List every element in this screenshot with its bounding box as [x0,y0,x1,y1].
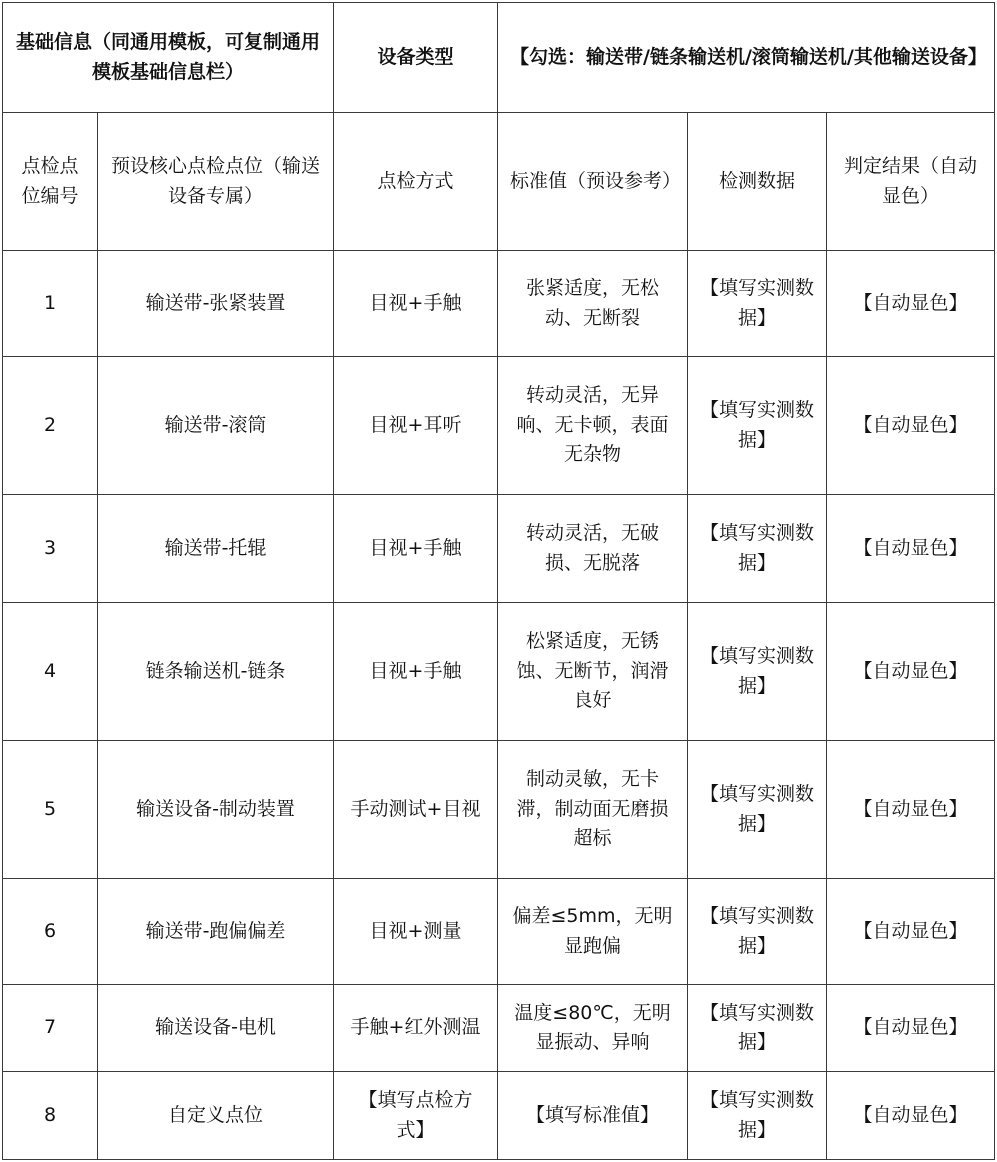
table-row [3,357,995,495]
measured-data-field[interactable]: 【填写实测数据】 [688,985,827,1072]
measured-data-field[interactable]: 【填写实测数据】 [688,495,827,603]
inspection-method: 手触+红外测温 [334,985,498,1072]
col-header-standard: 标准值（预设参考） [498,113,688,251]
standard-value: 制动灵敏，无卡滞，制动面无磨损超标 [498,741,688,879]
point-name: 输送带-滚筒 [98,357,334,495]
point-no: 4 [3,603,98,741]
inspection-method: 目视+手触 [334,603,498,741]
table-row [3,985,995,1072]
standard-value: 张紧适度，无松动、无断裂 [498,251,688,357]
standard-value: 转动灵活，无异响、无卡顿，表面无杂物 [498,357,688,495]
result-cell: 【自动显色】 [827,251,995,357]
equipment-type-options[interactable]: 【勾选：输送带/链条输送机/滚筒输送机/其他输送设备】 [498,3,995,113]
point-name: 输送设备-电机 [98,985,334,1072]
inspection-table [2,2,995,1160]
standard-value: 偏差≤5mm，无明显跑偏 [498,879,688,985]
standard-value: 转动灵活，无破损、无脱落 [498,495,688,603]
result-cell: 【自动显色】 [827,495,995,603]
point-name: 自定义点位 [98,1072,334,1160]
standard-value-field[interactable]: 【填写标准值】 [498,1072,688,1160]
result-cell: 【自动显色】 [827,603,995,741]
measured-data-field[interactable]: 【填写实测数据】 [688,741,827,879]
point-name: 链条输送机-链条 [98,603,334,741]
result-cell: 【自动显色】 [827,985,995,1072]
point-no: 5 [3,741,98,879]
point-name: 输送带-跑偏偏差 [98,879,334,985]
measured-data-field[interactable]: 【填写实测数据】 [688,879,827,985]
result-cell: 【自动显色】 [827,357,995,495]
measured-data-field[interactable]: 【填写实测数据】 [688,251,827,357]
standard-value: 温度≤80℃，无明显振动、异响 [498,985,688,1072]
table-row [3,603,995,741]
col-header-point-name: 预设核心点检点位（输送设备专属） [98,113,334,251]
measured-data-field[interactable]: 【填写实测数据】 [688,603,827,741]
basic-info-cell: 基础信息（同通用模板，可复制通用模板基础信息栏） [3,3,334,113]
inspection-method: 目视+手触 [334,495,498,603]
table-row [3,495,995,603]
point-no: 7 [3,985,98,1072]
inspection-method: 手动测试+目视 [334,741,498,879]
table-row [3,1072,995,1160]
header-row [3,3,995,113]
equipment-type-label: 设备类型 [334,3,498,113]
col-header-point-no: 点检点位编号 [3,113,98,251]
point-no: 3 [3,495,98,603]
table-row [3,251,995,357]
inspection-method-field[interactable]: 【填写点检方式】 [334,1072,498,1160]
point-no: 6 [3,879,98,985]
point-no: 8 [3,1072,98,1160]
col-header-result: 判定结果（自动显色） [827,113,995,251]
measured-data-field[interactable]: 【填写实测数据】 [688,357,827,495]
column-header-row [3,113,995,251]
result-cell: 【自动显色】 [827,741,995,879]
point-name: 输送带-托辊 [98,495,334,603]
standard-value: 松紧适度，无锈蚀、无断节，润滑良好 [498,603,688,741]
table-row [3,879,995,985]
point-no: 2 [3,357,98,495]
measured-data-field[interactable]: 【填写实测数据】 [688,1072,827,1160]
inspection-method: 目视+手触 [334,251,498,357]
inspection-method: 目视+耳听 [334,357,498,495]
point-name: 输送设备-制动装置 [98,741,334,879]
result-cell: 【自动显色】 [827,1072,995,1160]
point-name: 输送带-张紧装置 [98,251,334,357]
inspection-method: 目视+测量 [334,879,498,985]
result-cell: 【自动显色】 [827,879,995,985]
col-header-method: 点检方式 [334,113,498,251]
point-no: 1 [3,251,98,357]
col-header-data: 检测数据 [688,113,827,251]
table-row [3,741,995,879]
